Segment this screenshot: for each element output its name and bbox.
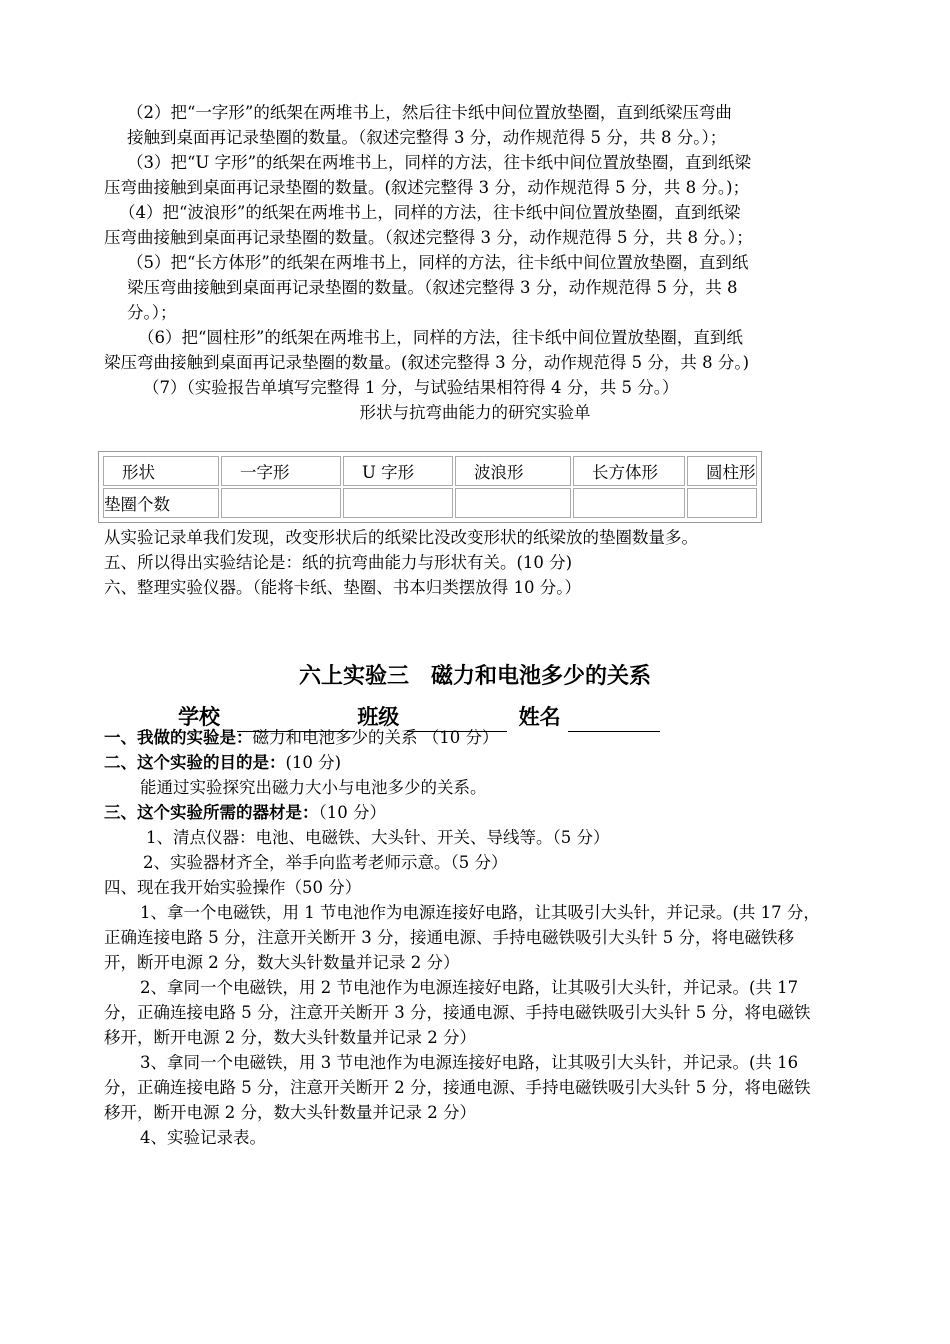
table-caption: 形状与抗弯曲能力的研究实验单 — [359, 403, 591, 422]
q1-answer: 磁力和电池多少的关系 （10 分） — [252, 728, 499, 747]
cleanup-line: 六、整理实验仪器。（能将卡纸、垫圈、书本归类摆放得 10 分。） — [104, 578, 581, 597]
q4-line: 移开，断开电源 2 分，数大头针数量并记录 2 分） — [104, 1103, 476, 1122]
table-header-cell: 长方体形 — [573, 456, 685, 486]
q3-points: （10 分） — [318, 803, 386, 822]
q4-line: 3、拿同一个电磁铁，用 3 节电池作为电源连接好电路，让其吸引大头针，并记录。(共 16 — [140, 1053, 799, 1072]
q2-answer: 能通过实验探究出磁力大小与电池多少的关系。 — [140, 778, 487, 797]
q1-line — [104, 726, 499, 750]
school-label: 学校 — [178, 705, 220, 729]
name-label: 姓名 — [518, 705, 561, 729]
q3-item: 2、实验器材齐全，举手向监考老师示意。（5 分） — [143, 853, 508, 872]
q2-line — [104, 751, 341, 775]
step-5-line-2: 梁压弯曲接触到桌面再记录垫圈的数量。（叙述完整得 3 分，动作规范得 5 分，共 8 — [127, 278, 738, 297]
q4-line: 正确连接电路 5 分，注意开关断开 3 分，接通电源、手持电磁铁吸引大头针 5 分，将电磁铁移 — [104, 928, 794, 947]
conclusion-line: 五、所以得出实验结论是：纸的抗弯曲能力与形状有关。(10 分) — [104, 553, 573, 572]
table-header-cell: 波浪形 — [455, 456, 571, 486]
q4-line: 1、拿一个电磁铁，用 1 节电池作为电源连接好电路，让其吸引大头针，并记录。(共 17 分， — [140, 903, 820, 922]
q3-label: 三、这个实验所需的器材是： — [104, 803, 319, 822]
q4-line: 分，正确连接电路 5 分，注意开关断开 2 分，接通电源、手持电磁铁吸引大头针 5 分，将电磁铁 — [104, 1078, 811, 1097]
name-blank[interactable] — [568, 709, 660, 732]
step-2-line-2: 接触到桌面再记录垫圈的数量。（叙述完整得 3 分，动作规范得 5 分，共 8 分。）； — [127, 128, 727, 147]
table-row-label: 垫圈个数 — [103, 488, 219, 518]
step-5-line-1: （5）把“长方体形”的纸架在两堆书上，同样的方法，往卡纸中间位置放垫圈，直到纸 — [127, 253, 749, 272]
table-data-row — [103, 488, 757, 518]
step-4-line-2: 压弯曲接触到桌面再记录垫圈的数量。（叙述完整得 3 分，动作规范得 5 分，共 8 分。）； — [104, 228, 753, 247]
table-header-cell: 圆柱形 — [687, 456, 757, 486]
shape-record-table — [98, 451, 762, 523]
q1-label: 一、我做的实验是： — [104, 728, 253, 747]
step-6-line-1: （6）把“圆柱形”的纸架在两堆书上，同样的方法，往卡纸中间位置放垫圈，直到纸 — [138, 328, 743, 347]
table-header-row — [103, 456, 757, 486]
q4-line: 2、拿同一个电磁铁，用 2 节电池作为电源连接好电路，让其吸引大头针，并记录。(共 17 — [140, 978, 799, 997]
class-label: 班级 — [357, 705, 400, 729]
step-3-line-2: 压弯曲接触到桌面再记录垫圈的数量。(叙述完整得 3 分，动作规范得 5 分，共 8 分。)； — [104, 178, 750, 197]
experiment-title: 六上实验三 磁力和电池多少的关系 — [298, 664, 651, 689]
table-header-cell: 形状 — [103, 456, 219, 486]
q4-line: 移开，断开电源 2 分，数大头针数量并记录 2 分） — [104, 1028, 476, 1047]
step-3-line-1: （3）把“U 字形”的纸架在两堆书上，同样的方法，往卡纸中间位置放垫圈，直到纸梁 — [127, 153, 752, 172]
q4-line: 开，断开电源 2 分，数大头针数量并记录 2 分） — [104, 953, 460, 972]
q4-line: 4、实验记录表。 — [140, 1128, 266, 1147]
step-6-line-2: 梁压弯曲接触到桌面再记录垫圈的数量。(叙述完整得 3 分，动作规范得 5 分，共 8 分。) — [104, 353, 750, 372]
step-4-line-1: （4）把“波浪形”的纸架在两堆书上，同样的方法，往卡纸中间位置放垫圈，直到纸梁 — [119, 203, 741, 222]
q3-line — [104, 801, 386, 825]
table-cell — [221, 488, 341, 518]
q2-label: 二、这个实验的目的是： — [104, 753, 286, 772]
table-cell — [573, 488, 685, 518]
finding-line: 从实验记录单我们发现，改变形状后的纸梁比没改变形状的纸梁放的垫圈数量多。 — [104, 528, 698, 547]
q4-line: 分，正确连接电路 5 分，注意开关断开 3 分，接通电源、手持电磁铁吸引大头针 5 分，将电磁铁 — [104, 1003, 811, 1022]
q4-label: 四、现在我开始实验操作（50 分） — [104, 878, 362, 897]
table-header-cell: U 字形 — [343, 456, 453, 486]
table-header-cell: 一字形 — [221, 456, 341, 486]
q3-item: 1、清点仪器：电池、电磁铁、大头针、开关、导线等。（5 分） — [146, 828, 610, 847]
step-5-line-3: 分。）； — [127, 303, 177, 322]
table-cell — [455, 488, 571, 518]
table-cell — [343, 488, 453, 518]
step-7-line: （7）（实验报告单填写完整得 1 分，与试验结果相符得 4 分，共 5 分。） — [143, 378, 679, 397]
table-cell — [687, 488, 757, 518]
step-2-line-1: （2）把“一字形”的纸架在两堆书上，然后往卡纸中间位置放垫圈，直到纸梁压弯曲 — [127, 103, 732, 122]
q2-points: (10 分) — [285, 753, 342, 772]
